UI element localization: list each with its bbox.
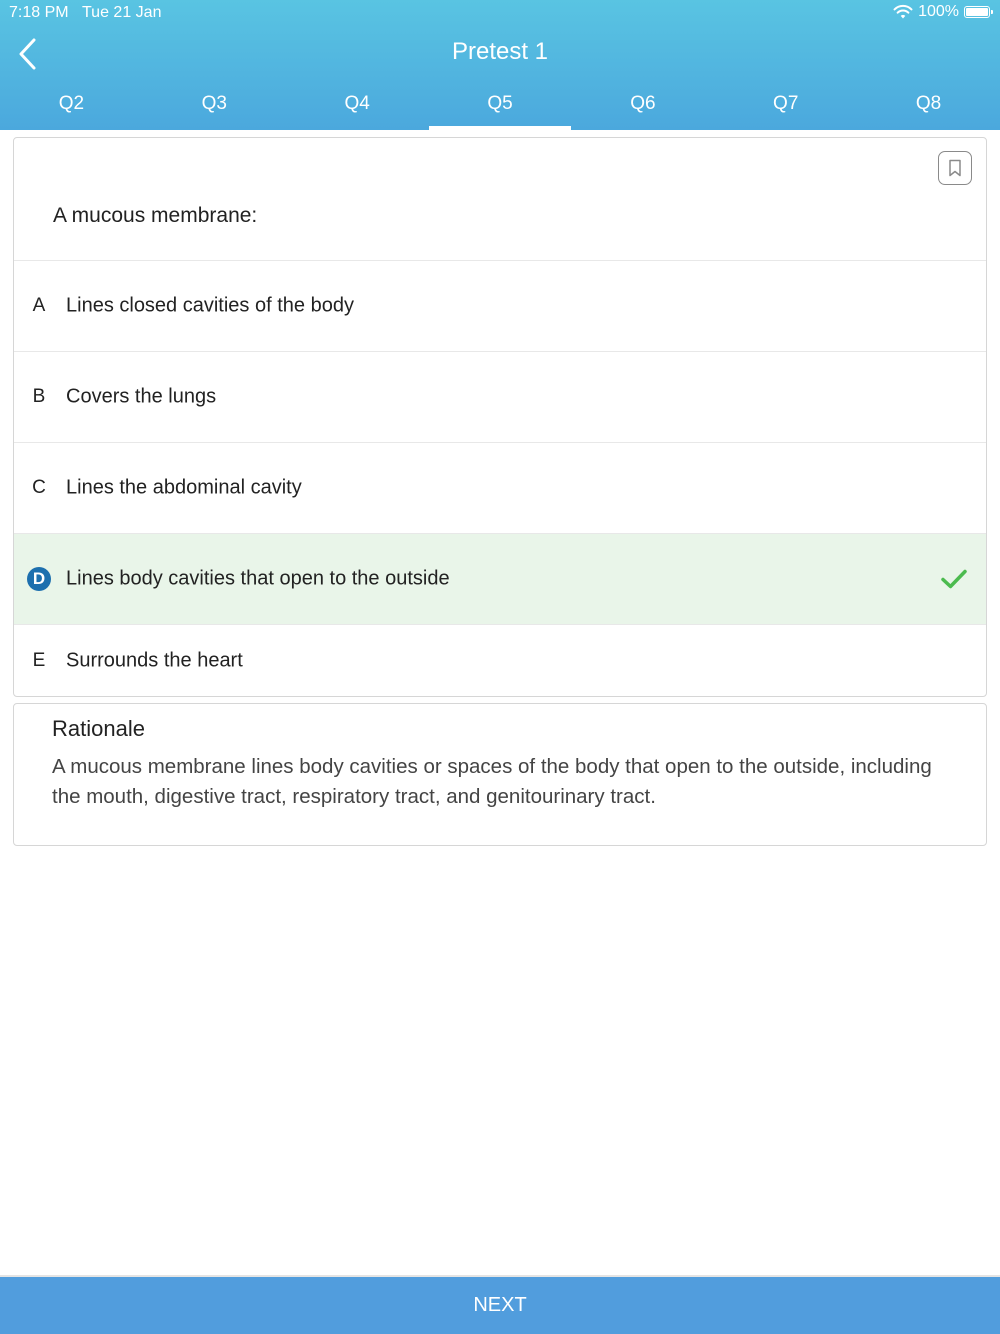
- footer-bar: [0, 1275, 1000, 1334]
- status-date: Tue 21 Jan: [82, 4, 162, 21]
- battery-percentage: 100%: [918, 3, 959, 20]
- option-text: Lines body cavities that open to the outside: [66, 567, 450, 590]
- tab-q4[interactable]: Q4: [344, 93, 370, 114]
- check-icon: [940, 568, 968, 590]
- status-bar: [0, 0, 1000, 26]
- option-letter: A: [32, 295, 46, 316]
- page-title: Pretest 1: [451, 38, 549, 65]
- option-d[interactable]: [14, 533, 986, 624]
- option-a[interactable]: [14, 260, 986, 351]
- option-b[interactable]: [14, 351, 986, 442]
- option-e[interactable]: [14, 624, 986, 696]
- tab-q8[interactable]: Q8: [915, 93, 942, 114]
- option-text: Covers the lungs: [66, 385, 217, 408]
- question-card: [13, 137, 987, 697]
- status-right: [893, 3, 990, 21]
- app-header: [0, 0, 1000, 130]
- bookmark-icon: [948, 159, 962, 177]
- question-text: A mucous membrane:: [53, 204, 258, 227]
- answer-options: [14, 260, 986, 696]
- rationale-title: Rationale: [52, 716, 145, 741]
- option-letter-selected: D: [27, 567, 51, 591]
- option-letter: E: [32, 649, 46, 671]
- option-letter: B: [32, 386, 46, 407]
- tab-q6[interactable]: Q6: [630, 93, 656, 114]
- next-button[interactable]: NEXT: [473, 1294, 527, 1316]
- status-time: 7:18 PM: [9, 4, 69, 21]
- option-text: Surrounds the heart: [66, 649, 243, 671]
- battery-icon: [964, 6, 990, 18]
- bookmark-button[interactable]: [938, 151, 972, 185]
- wifi-icon: [893, 4, 913, 20]
- option-text: Lines closed cavities of the body: [66, 294, 354, 317]
- rationale-text: A mucous membrane lines body cavities or spaces of the body that open to the outside, including the mouth, digestive tract, respiratory tract, and genitourinary tract.: [52, 755, 932, 808]
- tab-q5[interactable]: Q5: [429, 80, 572, 130]
- tab-q3[interactable]: Q3: [201, 93, 227, 114]
- tab-q2[interactable]: Q2: [58, 93, 85, 114]
- option-text: Lines the abdominal cavity: [66, 476, 302, 499]
- option-letter: C: [32, 477, 46, 498]
- rationale-card: [13, 703, 987, 846]
- option-c[interactable]: [14, 442, 986, 533]
- tab-q7[interactable]: Q7: [773, 93, 799, 114]
- question-tabs: [0, 80, 1000, 130]
